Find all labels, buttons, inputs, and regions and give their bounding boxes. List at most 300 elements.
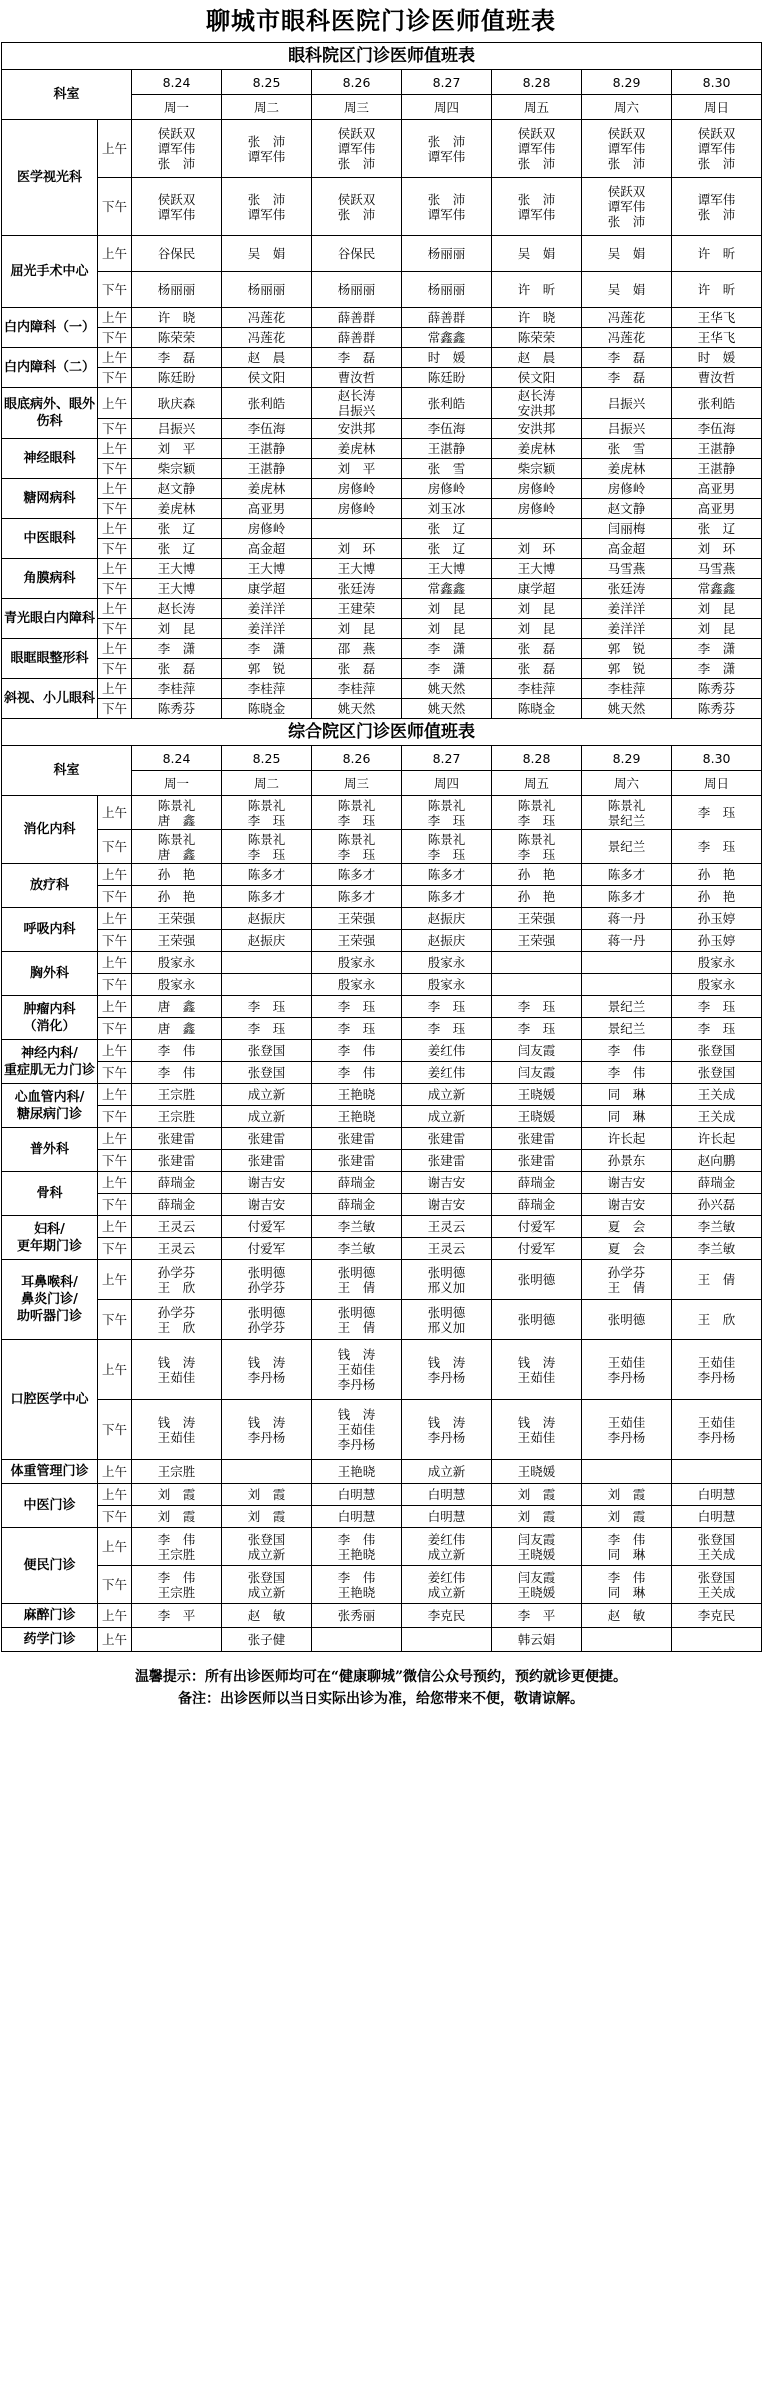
doctor-cell xyxy=(222,1062,312,1084)
doctor-name: 李 伟 xyxy=(337,1043,376,1058)
doctor-cell xyxy=(672,1216,762,1238)
doctor-cell xyxy=(222,996,312,1018)
doctor-name: 李 珏 xyxy=(427,999,466,1014)
doctor-name: 李丹杨 xyxy=(337,1377,376,1392)
doctor-name: 陈荣荣 xyxy=(157,330,196,345)
doctor-cell xyxy=(672,348,762,368)
dept-name-line: 糖网病科 xyxy=(23,491,76,506)
doctor-cell xyxy=(132,996,222,1018)
doctor-cell xyxy=(222,699,312,719)
doctor-name: 张 沛 xyxy=(517,191,556,207)
doctor-cell xyxy=(132,308,222,328)
doctor-cell xyxy=(312,479,402,499)
doctor-cell xyxy=(582,830,672,864)
doctor-name: 钱 涛 xyxy=(157,1414,196,1430)
doctor-cell xyxy=(132,579,222,599)
doctor-name: 陈景礼 xyxy=(427,797,466,813)
doctor-cell xyxy=(312,499,402,519)
time-slot: 下午 xyxy=(98,499,132,519)
doctor-name: 李桂萍 xyxy=(607,681,646,696)
doctor-cell xyxy=(132,236,222,272)
weekday-header: 周六 xyxy=(582,771,672,796)
doctor-name: 侯跃双 xyxy=(157,191,196,207)
time-slot: 上午 xyxy=(98,1040,132,1062)
doctor-name: 张建雷 xyxy=(517,1153,556,1168)
doctor-name: 薛善群 xyxy=(427,310,466,325)
dept-column-header: 科室 xyxy=(2,746,132,796)
doctor-cell xyxy=(672,579,762,599)
doctor-cell xyxy=(492,236,582,272)
doctor-name: 谢吉安 xyxy=(427,1175,466,1190)
doctor-cell xyxy=(222,1172,312,1194)
doctor-cell xyxy=(132,639,222,659)
doctor-name: 孙学芬 xyxy=(247,1319,286,1335)
doctor-name: 张 沛 xyxy=(427,133,466,149)
doctor-cell xyxy=(132,1128,222,1150)
doctor-cell xyxy=(402,388,492,419)
doctor-name: 唐 鑫 xyxy=(157,1021,196,1036)
doctor-name: 刘 平 xyxy=(337,461,376,476)
doctor-cell xyxy=(672,619,762,639)
doctor-name: 王宗胜 xyxy=(157,1464,196,1479)
doctor-cell xyxy=(402,1628,492,1652)
doctor-name: 成立新 xyxy=(427,1584,466,1600)
table-row xyxy=(2,1084,762,1106)
doctor-name: 李 珏 xyxy=(247,812,286,828)
doctor-name: 康学超 xyxy=(517,581,556,596)
doctor-cell xyxy=(312,1484,402,1506)
doctor-cell xyxy=(132,908,222,930)
doctor-name: 吴 娟 xyxy=(247,246,286,261)
doctor-name: 李 伟 xyxy=(337,1531,376,1547)
doctor-cell xyxy=(672,699,762,719)
doctor-cell xyxy=(222,388,312,419)
doctor-name: 李 磊 xyxy=(607,370,646,385)
doctor-name: 张利皓 xyxy=(427,395,466,411)
doctor-name: 赵振庆 xyxy=(427,911,466,926)
doctor-name: 王晓媛 xyxy=(517,1584,556,1600)
doctor-cell xyxy=(672,1484,762,1506)
doctor-name: 刘 昆 xyxy=(337,621,376,636)
doctor-name: 王 欣 xyxy=(697,1312,736,1327)
doctor-cell xyxy=(492,1084,582,1106)
doctor-name: 唐 鑫 xyxy=(157,999,196,1014)
table-row xyxy=(2,930,762,952)
doctor-cell xyxy=(672,236,762,272)
doctor-name: 谷保民 xyxy=(157,246,196,261)
doctor-name: 李桂萍 xyxy=(157,681,196,696)
doctor-cell xyxy=(312,996,402,1018)
time-slot: 上午 xyxy=(98,1340,132,1400)
time-slot: 下午 xyxy=(98,930,132,952)
doctor-cell xyxy=(222,328,312,348)
doctor-name: 王华飞 xyxy=(697,310,736,325)
table-row xyxy=(2,659,762,679)
table-row xyxy=(2,1300,762,1340)
dept-name xyxy=(2,1604,98,1628)
dept-name xyxy=(2,639,98,679)
doctor-cell xyxy=(582,679,672,699)
doctor-cell xyxy=(402,1040,492,1062)
doctor-name: 安洪邦 xyxy=(337,421,376,436)
doctor-name: 郭 锐 xyxy=(607,661,646,676)
doctor-name: 王晓媛 xyxy=(517,1546,556,1562)
doctor-cell xyxy=(222,539,312,559)
time-slot: 上午 xyxy=(98,236,132,272)
doctor-cell xyxy=(672,1528,762,1566)
time-slot: 下午 xyxy=(98,974,132,996)
doctor-cell xyxy=(582,699,672,719)
doctor-cell xyxy=(312,699,402,719)
doctor-name: 孙兴磊 xyxy=(697,1197,736,1212)
time-slot: 上午 xyxy=(98,1628,132,1652)
doctor-cell xyxy=(132,679,222,699)
doctor-cell xyxy=(672,1106,762,1128)
doctor-cell xyxy=(582,368,672,388)
time-slot: 下午 xyxy=(98,328,132,348)
weekday-header: 周一 xyxy=(132,771,222,796)
doctor-cell xyxy=(492,864,582,886)
doctor-cell xyxy=(672,952,762,974)
doctor-cell xyxy=(582,1628,672,1652)
doctor-name: 薛瑞金 xyxy=(337,1175,376,1190)
doctor-name: 张建雷 xyxy=(337,1131,376,1146)
doctor-cell xyxy=(402,1062,492,1084)
date-header: 8.28 xyxy=(492,746,582,771)
doctor-cell xyxy=(312,1300,402,1340)
dept-name xyxy=(2,308,98,348)
doctor-cell xyxy=(222,1084,312,1106)
time-slot: 下午 xyxy=(98,886,132,908)
time-slot: 上午 xyxy=(98,308,132,328)
doctor-cell xyxy=(402,120,492,178)
dept-name-line: 白内障科（一） xyxy=(3,320,95,335)
table-row xyxy=(2,1628,762,1652)
doctor-cell xyxy=(672,930,762,952)
doctor-cell xyxy=(492,930,582,952)
doctor-name: 李 珏 xyxy=(247,999,286,1014)
dept-name xyxy=(2,479,98,519)
table-row xyxy=(2,679,762,699)
dept-name-line: 青光眼白内障科 xyxy=(3,611,95,626)
doctor-name: 王湛静 xyxy=(697,441,736,456)
doctor-cell xyxy=(402,1128,492,1150)
dept-name-line: 神经内科/ xyxy=(21,1045,78,1061)
table-row xyxy=(2,178,762,236)
doctor-cell xyxy=(492,539,582,559)
weekday-header: 周二 xyxy=(222,95,312,120)
time-slot: 下午 xyxy=(98,272,132,308)
doctor-name: 张 辽 xyxy=(157,521,196,536)
doctor-name: 刘 昆 xyxy=(427,621,466,636)
date-header: 8.25 xyxy=(222,746,312,771)
time-slot: 下午 xyxy=(98,1062,132,1084)
doctor-name: 刘 霞 xyxy=(247,1509,286,1524)
doctor-cell xyxy=(672,830,762,864)
doctor-name: 谭军伟 xyxy=(607,199,646,214)
doctor-cell xyxy=(582,930,672,952)
doctor-name: 房修岭 xyxy=(337,501,376,516)
doctor-name: 姜虎林 xyxy=(337,441,376,456)
doctor-cell xyxy=(222,178,312,236)
doctor-name: 张建雷 xyxy=(157,1131,196,1146)
doctor-name: 王茹佳 xyxy=(517,1369,556,1385)
doctor-name: 张 雪 xyxy=(427,461,466,476)
doctor-cell xyxy=(582,1506,672,1528)
table-row xyxy=(2,1260,762,1300)
doctor-cell xyxy=(402,236,492,272)
doctor-name: 钱 涛 xyxy=(517,1354,556,1370)
doctor-name: 赵文静 xyxy=(157,481,196,496)
doctor-cell xyxy=(582,328,672,348)
doctor-name: 张 沛 xyxy=(247,191,286,207)
doctor-name: 刘 昆 xyxy=(517,621,556,636)
doctor-name: 陈多才 xyxy=(427,867,466,882)
doctor-cell xyxy=(492,1018,582,1040)
doctor-name: 张秀丽 xyxy=(337,1608,376,1623)
doctor-name: 李桂萍 xyxy=(247,681,286,696)
time-slot: 下午 xyxy=(98,1506,132,1528)
doctor-name: 张建雷 xyxy=(247,1131,286,1146)
doctor-name: 同 琳 xyxy=(607,1546,646,1562)
doctor-name: 成立新 xyxy=(427,1087,466,1102)
dept-name xyxy=(2,1084,98,1128)
doctor-cell xyxy=(132,178,222,236)
doctor-cell xyxy=(582,1084,672,1106)
doctor-cell xyxy=(402,1566,492,1604)
doctor-name: 李 珏 xyxy=(427,812,466,828)
doctor-cell xyxy=(582,974,672,996)
doctor-cell xyxy=(312,1084,402,1106)
doctor-cell xyxy=(492,659,582,679)
doctor-cell xyxy=(582,1604,672,1628)
doctor-name: 姚天然 xyxy=(427,681,466,696)
doctor-name: 王 倩 xyxy=(337,1279,376,1295)
doctor-name: 李 伟 xyxy=(157,1065,196,1080)
doctor-cell xyxy=(672,459,762,479)
doctor-cell xyxy=(312,930,402,952)
doctor-name: 王大博 xyxy=(337,561,376,576)
doctor-cell xyxy=(582,996,672,1018)
doctor-name: 李 珏 xyxy=(517,846,556,862)
doctor-name: 殷家永 xyxy=(697,955,736,970)
doctor-name: 王茹佳 xyxy=(607,1354,646,1370)
doctor-cell xyxy=(402,1018,492,1040)
doctor-cell xyxy=(132,830,222,864)
doctor-cell xyxy=(222,1260,312,1300)
doctor-name: 侯跃双 xyxy=(697,126,736,141)
time-slot: 下午 xyxy=(98,1566,132,1604)
doctor-cell xyxy=(132,1150,222,1172)
doctor-cell xyxy=(492,499,582,519)
dept-name-line: 消化内科 xyxy=(23,822,76,837)
table-row xyxy=(2,439,762,459)
doctor-cell xyxy=(582,619,672,639)
dept-name-line: 中医眼科 xyxy=(23,531,76,546)
doctor-cell xyxy=(672,1628,762,1652)
remark-note: 备注：出诊医师以当日实际出诊为准，给您带来不便，敬请谅解。 xyxy=(178,1691,584,1707)
doctor-cell xyxy=(312,1062,402,1084)
dept-name-line: （消化） xyxy=(23,1018,76,1034)
doctor-name: 赵文静 xyxy=(607,501,646,516)
doctor-cell xyxy=(672,974,762,996)
table-row xyxy=(2,1194,762,1216)
doctor-cell xyxy=(222,1300,312,1340)
doctor-name: 高金超 xyxy=(607,541,646,556)
doctor-name: 付爱军 xyxy=(517,1219,556,1234)
dept-name xyxy=(2,439,98,479)
weekday-header: 周四 xyxy=(402,95,492,120)
doctor-name: 侯跃双 xyxy=(607,126,646,141)
doctor-name: 刘 平 xyxy=(157,441,196,456)
doctor-cell xyxy=(582,1040,672,1062)
doctor-cell xyxy=(582,1400,672,1460)
doctor-cell xyxy=(132,1300,222,1340)
doctor-name: 张登国 xyxy=(697,1065,736,1080)
doctor-name: 李 潇 xyxy=(157,641,196,656)
doctor-cell xyxy=(132,599,222,619)
doctor-cell xyxy=(672,1238,762,1260)
doctor-name: 张 辽 xyxy=(157,541,196,556)
table-row xyxy=(2,1340,762,1400)
doctor-cell xyxy=(672,388,762,419)
doctor-name: 闫友霞 xyxy=(517,1065,556,1080)
doctor-cell xyxy=(672,178,762,236)
doctor-name: 吕振兴 xyxy=(607,395,646,411)
doctor-cell xyxy=(132,1460,222,1484)
doctor-name: 李丹杨 xyxy=(247,1369,286,1385)
doctor-cell xyxy=(492,308,582,328)
doctor-cell xyxy=(582,1566,672,1604)
doctor-name: 姜虎林 xyxy=(607,461,646,476)
table-row xyxy=(2,1172,762,1194)
doctor-cell xyxy=(582,348,672,368)
doctor-name: 赵 敏 xyxy=(607,1608,646,1623)
doctor-name: 侯跃双 xyxy=(337,126,376,141)
doctor-cell xyxy=(132,1216,222,1238)
dept-name-line: 斜视、小儿眼科 xyxy=(3,691,95,706)
doctor-name: 张明德 xyxy=(607,1312,646,1327)
doctor-name: 王宗胜 xyxy=(157,1109,196,1124)
doctor-name: 谭军伟 xyxy=(517,141,556,156)
doctor-name: 闫友霞 xyxy=(517,1043,556,1058)
doctor-cell xyxy=(312,459,402,479)
table-row xyxy=(2,1566,762,1604)
doctor-name: 赵振庆 xyxy=(247,933,286,948)
doctor-cell xyxy=(312,864,402,886)
dept-name xyxy=(2,952,98,996)
doctor-cell xyxy=(222,1128,312,1150)
doctor-cell xyxy=(222,419,312,439)
doctor-name: 常鑫鑫 xyxy=(427,581,466,596)
doctor-name: 常鑫鑫 xyxy=(427,330,466,345)
doctor-cell xyxy=(582,1300,672,1340)
dept-name xyxy=(2,1260,98,1340)
doctor-name: 王茹佳 xyxy=(157,1429,196,1445)
doctor-name: 安洪邦 xyxy=(517,421,556,436)
doctor-name: 李 伟 xyxy=(607,1531,646,1547)
doctor-name: 张 磊 xyxy=(157,661,196,676)
doctor-cell xyxy=(492,1460,582,1484)
doctor-name: 王灵云 xyxy=(427,1241,466,1256)
time-slot: 上午 xyxy=(98,952,132,974)
doctor-cell xyxy=(492,388,582,419)
doctor-cell xyxy=(222,1106,312,1128)
doctor-cell xyxy=(132,699,222,719)
doctor-name: 李 磊 xyxy=(337,350,376,365)
table-row xyxy=(2,830,762,864)
doctor-cell xyxy=(132,974,222,996)
doctor-name: 薛善群 xyxy=(337,330,376,345)
doctor-cell xyxy=(132,619,222,639)
dept-name xyxy=(2,1628,98,1652)
doctor-cell xyxy=(312,579,402,599)
time-slot: 上午 xyxy=(98,1528,132,1566)
dept-name xyxy=(2,679,98,719)
doctor-name: 姚天然 xyxy=(427,701,466,716)
doctor-cell xyxy=(582,1238,672,1260)
doctor-name: 李 珏 xyxy=(427,1021,466,1036)
doctor-name: 姜红伟 xyxy=(427,1065,466,1080)
doctor-name: 同 琳 xyxy=(607,1087,646,1102)
doctor-name: 陈多才 xyxy=(247,889,286,904)
doctor-cell xyxy=(312,974,402,996)
doctor-name: 姜红伟 xyxy=(427,1531,466,1547)
doctor-name: 白明慧 xyxy=(697,1509,736,1524)
doctor-name: 李桂萍 xyxy=(337,681,376,696)
table-row xyxy=(2,1216,762,1238)
dept-name-line: 角膜病科 xyxy=(23,571,76,586)
doctor-name: 王荣强 xyxy=(337,933,376,948)
doctor-name: 钱 涛 xyxy=(427,1414,466,1430)
doctor-cell xyxy=(492,599,582,619)
doctor-cell xyxy=(222,1150,312,1172)
doctor-cell xyxy=(492,1172,582,1194)
doctor-cell xyxy=(672,1260,762,1300)
doctor-cell xyxy=(132,952,222,974)
doctor-cell xyxy=(132,1106,222,1128)
doctor-name: 殷家永 xyxy=(337,955,376,970)
doctor-name: 陈多才 xyxy=(427,889,466,904)
doctor-cell xyxy=(492,419,582,439)
doctor-cell xyxy=(222,439,312,459)
doctor-name: 闫友霞 xyxy=(517,1531,556,1547)
doctor-cell xyxy=(582,1194,672,1216)
table-row xyxy=(2,120,762,178)
doctor-name: 王茹佳 xyxy=(697,1414,736,1430)
doctor-cell xyxy=(582,308,672,328)
doctor-name: 李 珏 xyxy=(427,846,466,862)
doctor-cell xyxy=(312,639,402,659)
date-header: 8.29 xyxy=(582,70,672,95)
doctor-cell xyxy=(582,459,672,479)
dept-name-line: 眼眶眼整形科 xyxy=(10,651,89,666)
time-slot: 上午 xyxy=(98,864,132,886)
doctor-name: 白明慧 xyxy=(337,1487,376,1502)
time-slot: 下午 xyxy=(98,1194,132,1216)
doctor-name: 王建荣 xyxy=(337,601,376,616)
doctor-cell xyxy=(312,1128,402,1150)
doctor-name: 白明慧 xyxy=(427,1509,466,1524)
doctor-cell xyxy=(222,479,312,499)
doctor-name: 张利皓 xyxy=(247,395,286,411)
doctor-name: 蒋一丹 xyxy=(607,911,646,926)
doctor-name: 许 晓 xyxy=(517,310,556,325)
time-slot: 上午 xyxy=(98,908,132,930)
doctor-cell xyxy=(672,639,762,659)
doctor-name: 夏 会 xyxy=(607,1219,646,1234)
doctor-cell xyxy=(672,419,762,439)
